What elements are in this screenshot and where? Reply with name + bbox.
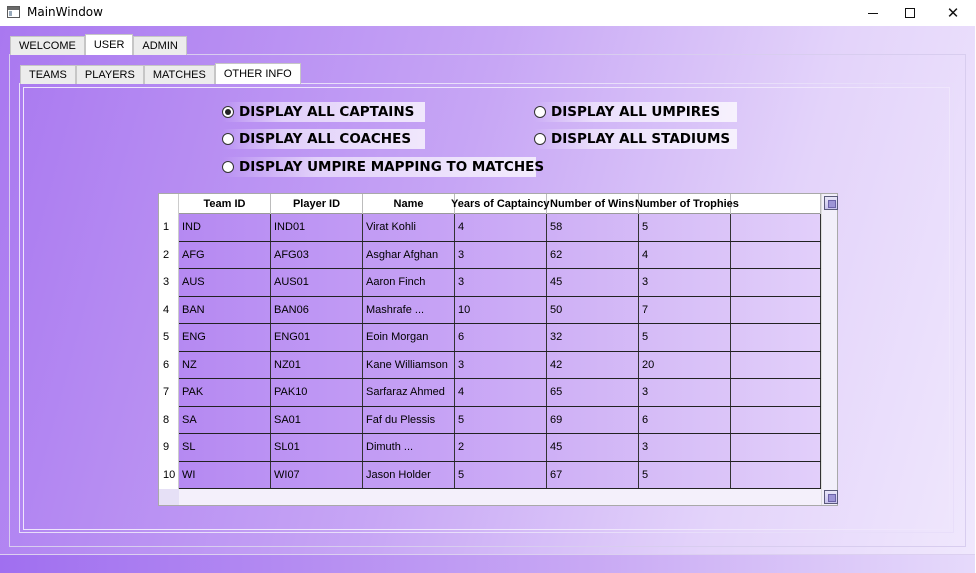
cell-years-of-captaincy[interactable]: 3 bbox=[455, 352, 547, 379]
scroll-down-icon[interactable] bbox=[824, 490, 838, 504]
tab-label: TEAMS bbox=[29, 69, 67, 81]
tab-teams[interactable] bbox=[20, 65, 76, 84]
cell-team-id[interactable]: NZ bbox=[179, 352, 271, 379]
cell-extra[interactable] bbox=[731, 242, 821, 269]
tab-label: PLAYERS bbox=[84, 69, 135, 81]
cell-number-of-wins[interactable]: 32 bbox=[547, 324, 639, 351]
cell-number-of-wins[interactable]: 50 bbox=[547, 297, 639, 324]
cell-years-of-captaincy[interactable]: 5 bbox=[455, 462, 547, 489]
cell-name[interactable]: Virat Kohli bbox=[363, 214, 455, 241]
cell-extra[interactable] bbox=[731, 407, 821, 434]
cell-name[interactable]: Faf du Plessis bbox=[363, 407, 455, 434]
cell-number-of-trophies[interactable]: 6 bbox=[639, 407, 731, 434]
cell-number-of-trophies[interactable]: 3 bbox=[639, 379, 731, 406]
cell-number-of-trophies[interactable]: 3 bbox=[639, 434, 731, 461]
cell-years-of-captaincy[interactable]: 3 bbox=[455, 242, 547, 269]
status-strip bbox=[0, 554, 975, 573]
tab-matches[interactable] bbox=[144, 65, 215, 84]
row-header[interactable]: 4 bbox=[159, 297, 179, 325]
row-header[interactable]: 3 bbox=[159, 269, 179, 297]
column-header-name[interactable]: Name bbox=[363, 194, 455, 214]
cell-name[interactable]: Jason Holder bbox=[363, 462, 455, 489]
radio-display-all-umpires[interactable] bbox=[534, 102, 737, 122]
minimize-icon bbox=[868, 13, 878, 14]
row-cells bbox=[179, 324, 821, 352]
radio-label: DISPLAY ALL CAPTAINS bbox=[239, 104, 415, 120]
cell-team-id[interactable]: WI bbox=[179, 462, 271, 489]
cell-player-id[interactable]: BAN06 bbox=[271, 297, 363, 324]
cell-years-of-captaincy[interactable]: 4 bbox=[455, 379, 547, 406]
cell-number-of-trophies[interactable]: 5 bbox=[639, 324, 731, 351]
row-cells bbox=[179, 379, 821, 407]
radio-display-all-coaches[interactable] bbox=[222, 129, 425, 149]
inner-tab-strip bbox=[20, 65, 301, 84]
cell-team-id[interactable]: BAN bbox=[179, 297, 271, 324]
cell-name[interactable]: Aaron Finch bbox=[363, 269, 455, 296]
cell-player-id[interactable]: PAK10 bbox=[271, 379, 363, 406]
row-cells bbox=[179, 297, 821, 325]
close-icon: ✕ bbox=[946, 3, 960, 22]
radio-unchecked-icon bbox=[222, 161, 234, 173]
maximize-button[interactable] bbox=[887, 0, 933, 26]
radio-checked-icon bbox=[222, 106, 234, 118]
row-cells bbox=[179, 269, 821, 297]
radio-display-all-captains[interactable] bbox=[222, 102, 425, 122]
cell-number-of-wins[interactable]: 58 bbox=[547, 214, 639, 241]
cell-extra[interactable] bbox=[731, 434, 821, 461]
cell-team-id[interactable]: IND bbox=[179, 214, 271, 241]
radio-unchecked-icon bbox=[534, 133, 546, 145]
cell-player-id[interactable]: SL01 bbox=[271, 434, 363, 461]
column-header-extra[interactable] bbox=[731, 194, 821, 214]
cell-team-id[interactable]: AFG bbox=[179, 242, 271, 269]
title-bar bbox=[0, 0, 975, 26]
cell-number-of-trophies[interactable]: 5 bbox=[639, 214, 731, 241]
row-header[interactable]: 6 bbox=[159, 352, 179, 380]
cell-number-of-trophies[interactable]: 4 bbox=[639, 242, 731, 269]
tab-label: ADMIN bbox=[142, 40, 178, 52]
cell-years-of-captaincy[interactable]: 10 bbox=[455, 297, 547, 324]
cell-name[interactable]: Eoin Morgan bbox=[363, 324, 455, 351]
tab-label: MATCHES bbox=[152, 69, 206, 81]
tab-players[interactable] bbox=[76, 65, 144, 84]
cell-number-of-wins[interactable]: 69 bbox=[547, 407, 639, 434]
row-cells bbox=[179, 352, 821, 380]
column-header-number-of-wins[interactable]: Number of Wins bbox=[547, 194, 639, 214]
cell-name[interactable]: Sarfaraz Ahmed bbox=[363, 379, 455, 406]
tab-label: USER bbox=[93, 39, 125, 51]
row-cells bbox=[179, 214, 821, 242]
cell-extra[interactable] bbox=[731, 297, 821, 324]
cell-years-of-captaincy[interactable]: 5 bbox=[455, 407, 547, 434]
cell-player-id[interactable]: SA01 bbox=[271, 407, 363, 434]
cell-team-id[interactable]: SA bbox=[179, 407, 271, 434]
cell-extra[interactable] bbox=[731, 379, 821, 406]
tab-other-info[interactable] bbox=[215, 63, 301, 84]
scroll-up-icon[interactable] bbox=[824, 196, 838, 210]
window-title: MainWindow bbox=[27, 5, 103, 19]
cell-number-of-trophies[interactable]: 20 bbox=[639, 352, 731, 379]
cell-number-of-wins[interactable]: 67 bbox=[547, 462, 639, 489]
vertical-scrollbar[interactable] bbox=[821, 194, 837, 505]
cell-years-of-captaincy[interactable]: 4 bbox=[455, 214, 547, 241]
radio-display-all-stadiums[interactable] bbox=[534, 129, 737, 149]
maximize-icon bbox=[905, 8, 915, 18]
row-header[interactable]: 9 bbox=[159, 434, 179, 462]
cell-number-of-trophies[interactable]: 7 bbox=[639, 297, 731, 324]
cell-extra[interactable] bbox=[731, 462, 821, 489]
cell-years-of-captaincy[interactable]: 2 bbox=[455, 434, 547, 461]
cell-name[interactable]: Mashrafe ... bbox=[363, 297, 455, 324]
cell-number-of-trophies[interactable]: 5 bbox=[639, 462, 731, 489]
cell-years-of-captaincy[interactable]: 6 bbox=[455, 324, 547, 351]
cell-name[interactable]: Dimuth ... bbox=[363, 434, 455, 461]
cell-team-id[interactable]: ENG bbox=[179, 324, 271, 351]
tab-label: WELCOME bbox=[19, 40, 76, 52]
tab-user[interactable] bbox=[85, 34, 134, 55]
cell-number-of-wins[interactable]: 62 bbox=[547, 242, 639, 269]
cell-years-of-captaincy[interactable]: 3 bbox=[455, 269, 547, 296]
row-header[interactable]: 5 bbox=[159, 324, 179, 352]
column-header-team-id[interactable]: Team ID bbox=[179, 194, 271, 214]
cell-player-id[interactable]: IND01 bbox=[271, 214, 363, 241]
row-header[interactable]: 1 bbox=[159, 214, 179, 242]
grid-bottom-corner bbox=[159, 489, 179, 505]
column-header-years-of-captaincy[interactable]: Years of Captaincy bbox=[455, 194, 547, 214]
cell-player-id[interactable]: NZ01 bbox=[271, 352, 363, 379]
row-header[interactable]: 2 bbox=[159, 242, 179, 270]
radio-label: DISPLAY ALL STADIUMS bbox=[551, 131, 731, 147]
cell-extra[interactable] bbox=[731, 352, 821, 379]
cell-player-id[interactable]: WI07 bbox=[271, 462, 363, 489]
cell-extra[interactable] bbox=[731, 214, 821, 241]
cell-player-id[interactable]: AFG03 bbox=[271, 242, 363, 269]
row-cells bbox=[179, 434, 821, 462]
cell-player-id[interactable]: ENG01 bbox=[271, 324, 363, 351]
row-cells bbox=[179, 407, 821, 435]
row-header[interactable]: 8 bbox=[159, 407, 179, 435]
cell-extra[interactable] bbox=[731, 269, 821, 296]
grid-select-all-corner[interactable] bbox=[159, 194, 179, 214]
cell-name[interactable]: Asghar Afghan bbox=[363, 242, 455, 269]
cell-name[interactable]: Kane Williamson bbox=[363, 352, 455, 379]
radio-label: DISPLAY ALL UMPIRES bbox=[551, 104, 721, 120]
radio-unchecked-icon bbox=[534, 106, 546, 118]
row-cells bbox=[179, 242, 821, 270]
cell-number-of-wins[interactable]: 42 bbox=[547, 352, 639, 379]
row-header[interactable]: 7 bbox=[159, 379, 179, 407]
radio-unchecked-icon bbox=[222, 133, 234, 145]
column-header-number-of-trophies[interactable]: Number of Trophies bbox=[639, 194, 731, 214]
grid-header-row bbox=[159, 194, 837, 214]
tab-admin[interactable] bbox=[133, 36, 186, 55]
radio-display-umpire-mapping[interactable] bbox=[222, 157, 545, 177]
captains-data-grid[interactable] bbox=[158, 193, 838, 506]
cell-team-id[interactable]: SL bbox=[179, 434, 271, 461]
app-window-icon bbox=[7, 6, 20, 18]
close-button[interactable] bbox=[930, 0, 976, 26]
column-header-player-id[interactable]: Player ID bbox=[271, 194, 363, 214]
cell-player-id[interactable]: AUS01 bbox=[271, 269, 363, 296]
outer-tab-strip bbox=[10, 36, 187, 55]
tab-label: OTHER INFO bbox=[223, 68, 292, 80]
cell-number-of-wins[interactable]: 45 bbox=[547, 434, 639, 461]
cell-extra[interactable] bbox=[731, 324, 821, 351]
cell-number-of-wins[interactable]: 45 bbox=[547, 269, 639, 296]
cell-team-id[interactable]: PAK bbox=[179, 379, 271, 406]
radio-label: DISPLAY UMPIRE MAPPING TO MATCHES bbox=[239, 159, 545, 175]
cell-team-id[interactable]: AUS bbox=[179, 269, 271, 296]
row-header[interactable]: 10 bbox=[159, 462, 179, 490]
row-cells bbox=[179, 462, 821, 490]
cell-number-of-wins[interactable]: 65 bbox=[547, 379, 639, 406]
tab-welcome[interactable] bbox=[10, 36, 85, 55]
cell-number-of-trophies[interactable]: 3 bbox=[639, 269, 731, 296]
radio-label: DISPLAY ALL COACHES bbox=[239, 131, 412, 147]
